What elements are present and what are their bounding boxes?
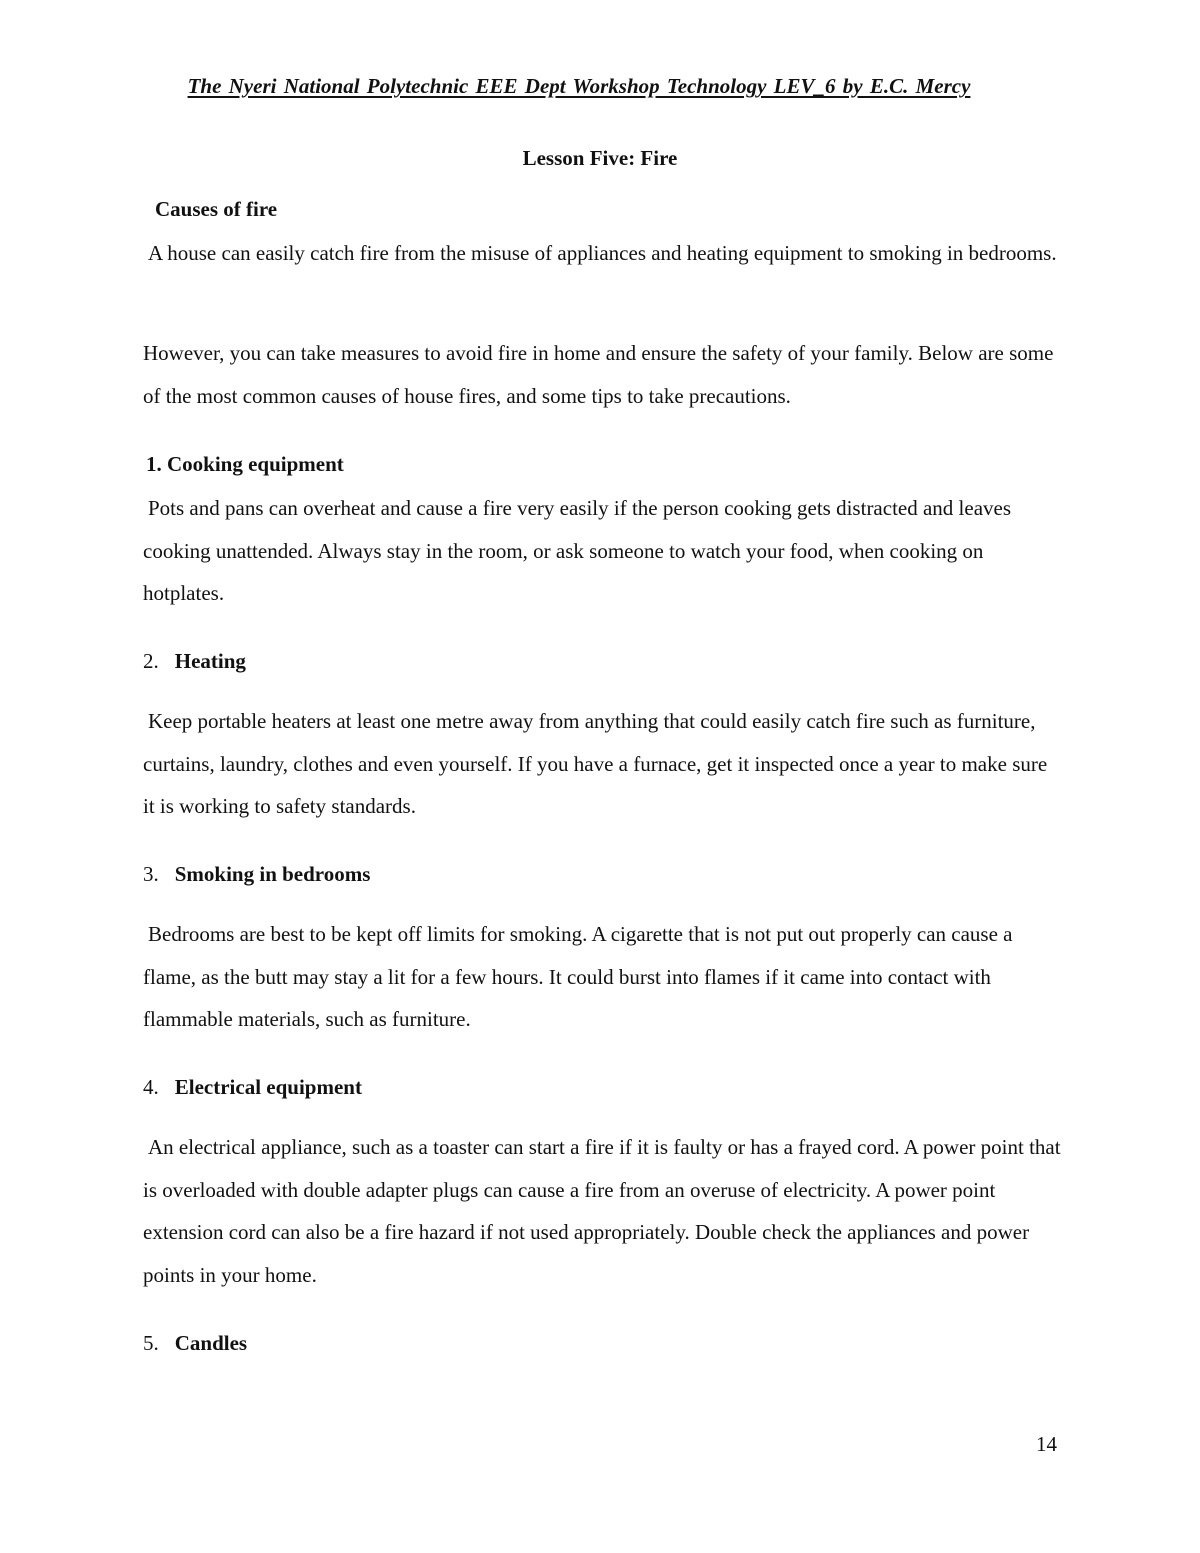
cause-title: Candles — [174, 1331, 248, 1355]
cause-number: 5. — [143, 1331, 159, 1355]
cause-number: 2. — [143, 649, 159, 673]
cause-text: Pots and pans can overheat and cause a fire very easily if the person cooking gets distracted and leaves cooking unattended. Always stay in the room, or ask someone to watch your food, when cooking on hotplates. — [143, 496, 1012, 605]
cause-heading — [146, 452, 344, 477]
cause-heading — [143, 862, 370, 887]
cause-text: Bedrooms are best to be kept off limits for smoking. A cigarette that is not put out properly can cause a flame, as the butt may stay a lit for a few hours. It could burst into flames if it came into contact with flammable materials, such as furniture. — [143, 922, 1013, 1031]
cause-title: Electrical equipment — [174, 1075, 362, 1099]
intro-paragraph: A house can easily catch fire from the misuse of appliances and heating equipment to smoking in bedrooms. — [148, 241, 1057, 265]
section-heading: Causes of fire — [155, 197, 278, 221]
cause-heading — [143, 1331, 247, 1356]
cause-number: 1. — [146, 452, 162, 476]
page-number: 14 — [1036, 1432, 1057, 1456]
cause-title: Heating — [174, 649, 246, 673]
cause-heading — [143, 1075, 362, 1100]
cause-text: Keep portable heaters at least one metre away from anything that could easily catch fire such as furniture, curtains, laundry, clothes and even yourself. If you have a furnace, get it inspected once a year to make sure it is working to safety standards. — [143, 709, 1048, 818]
intro-paragraph: However, you can take measures to avoid fire in home and ensure the safety of your family. Below are some of the most common causes of house fires, and some tips to take precautions. — [143, 341, 1054, 408]
cause-number: 3. — [143, 862, 159, 886]
lesson-title: Lesson Five: Fire — [522, 146, 678, 170]
cause-title: Cooking equipment — [167, 452, 344, 476]
cause-heading — [143, 649, 246, 674]
cause-number: 4. — [143, 1075, 159, 1099]
cause-title: Smoking in bedrooms — [174, 862, 371, 886]
cause-text: An electrical appliance, such as a toaster can start a fire if it is faulty or has a frayed cord. A power point that is overloaded with double adapter plugs can cause a fire from an overuse of electricity. A power point extension cord can also be a fire hazard if not used appropriately. Double check the appliances and power points in your home. — [143, 1135, 1061, 1287]
page-header: The Nyeri National Polytechnic EEE Dept Workshop Technology LEV_6 by E.C. Mercy — [187, 74, 971, 98]
